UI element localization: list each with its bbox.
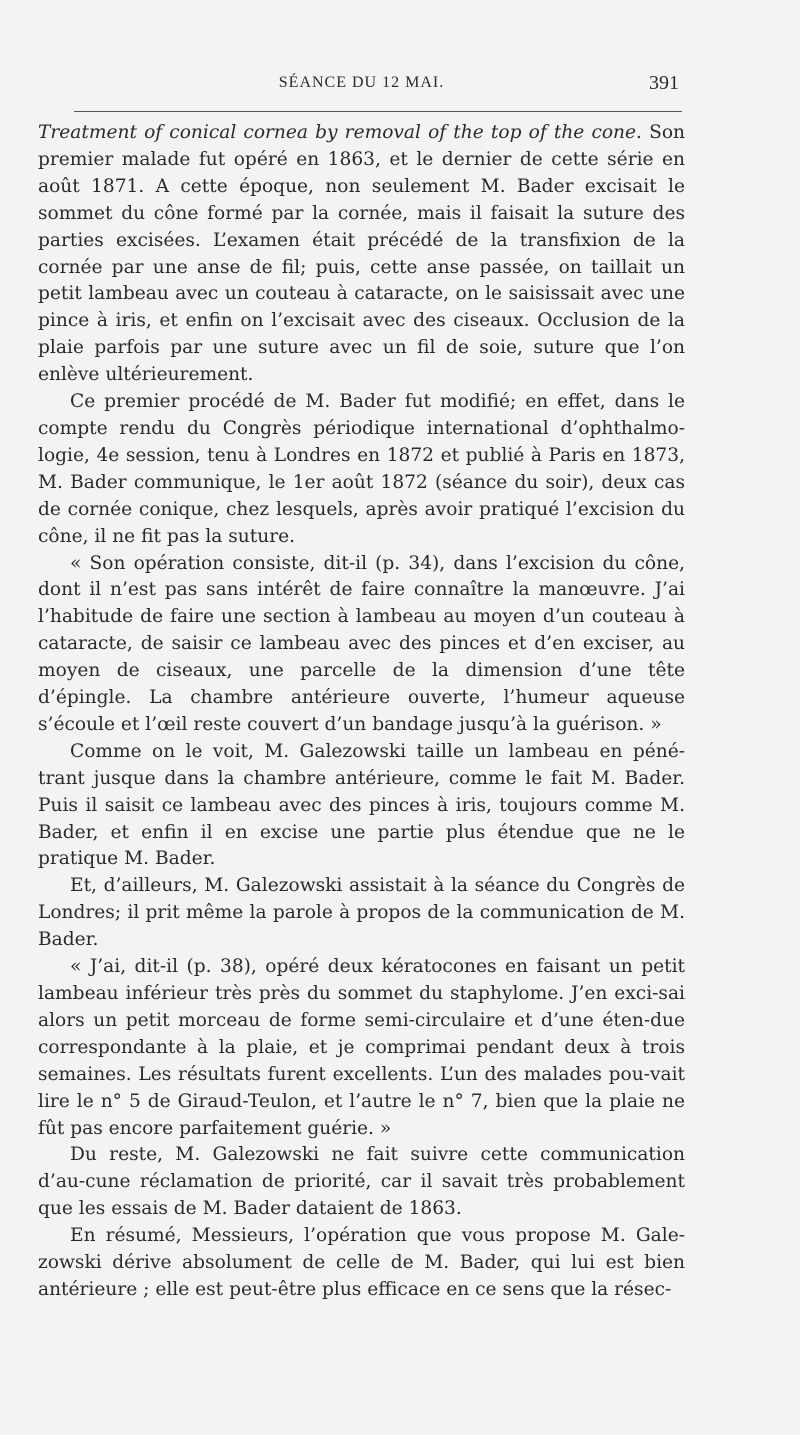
paragraph-4: Comme on le voit, M. Galezowski taille un lambeau en péné-trant jusque dans la chambre antérieure, comme le fait M. Bader. Puis il saisit ce lambeau avec des pinces à iris, toujours comme M. Bader, et enfin il en excise une partie plus étendue que ne le pratique M. Bader. [38, 740, 685, 870]
paragraph-3: « Son opération consiste, dit-il (p. 34), dans l’excision du cône, dont il n’est pas sans intérêt de faire connaître la manœuvre. J’ai l’habitude de faire une section à lambeau au moyen d’un couteau à cataracte, de saisir ce lambeau avec des pinces et d’en exciser, au moyen de ciseaux, une parcelle de la dimension d’une tête d’épingle. La chambre antérieure ouverte, l’humeur aqueuse s’écoule et l’œil reste couvert d’un bandage jusqu’à la guérison. » [38, 552, 685, 735]
paragraph-1 [38, 120, 685, 389]
paragraph-7: Du reste, M. Galezowski ne fait suivre cette communication d’au-cune réclamation de priorité, car il savait très probablement que les essais de M. Bader dataient de 1863. [38, 1144, 685, 1220]
paragraph-2: Ce premier procédé de M. Bader fut modifié; en effet, dans le compte rendu du Congrès périodique international d’ophthalmo-logie, 4e session, tenu à Londres en 1872 et publié à Paris en 1873, M. Bader communique, le 1er août 1872 (séance du soir), deux cas de cornée conique, chez lesquels, après avoir pratiqué l’excision du cône, il ne fit pas la suture. [38, 391, 685, 547]
header-rule [74, 111, 682, 112]
paragraph-text: Son premier malade fut opéré en 1863, et le dernier de cette série en août 1871. A cette époque, non seulement M. Bader excisait le sommet du cône formé par la cornée, mais il faisait la suture des parties excisées. L’examen était précédé de la transfixion de la cornée par une anse de fil; puis, cette anse passée, on taillait un petit lambeau avec un couteau à cataracte, on le saisissait avec une pince à iris, et enfin on l’excisait avec des ciseaux. Occlusion de la plaie parfois par une suture avec un fil de soie, suture que l’on enlève ultérieurement. [38, 122, 685, 386]
running-title: SÉANCE DU 12 MAI. [278, 74, 445, 91]
paragraph-6: « J’ai, dit-il (p. 38), opéré deux kératocones en faisant un petit lambeau inférieur très près du sommet du staphylome. J’en exci-sai alors un petit morceau de forme semi-circulaire et d’une éten-due correspondante à la plaie, et je comprimai pendant deux à trois semaines. Les résultats furent excellents. L’un des malades pou-vait lire le n° 5 de Giraud-Teulon, et l’autre le n° 7, bien que la plaie ne fût pas encore parfaitement guérie. » [38, 956, 685, 1139]
running-head [38, 72, 685, 98]
english-title: Treatment of conical cornea by removal of the top of the cone. [38, 122, 642, 143]
paragraph-5: Et, d’ailleurs, M. Galezowski assistait à la séance du Congrès de Londres; il prit même la parole à propos de la communication de M. Bader. [38, 875, 685, 951]
page [38, 0, 685, 1435]
body-text [38, 120, 685, 1304]
page-number: 391 [649, 72, 679, 94]
paragraph-8: En résumé, Messieurs, l’opération que vous propose M. Gale-zowski dérive absolument de celle de M. Bader, qui lui est bien antérieure ; elle est peut-être plus efficace en ce sens que la résec- [38, 1225, 685, 1300]
